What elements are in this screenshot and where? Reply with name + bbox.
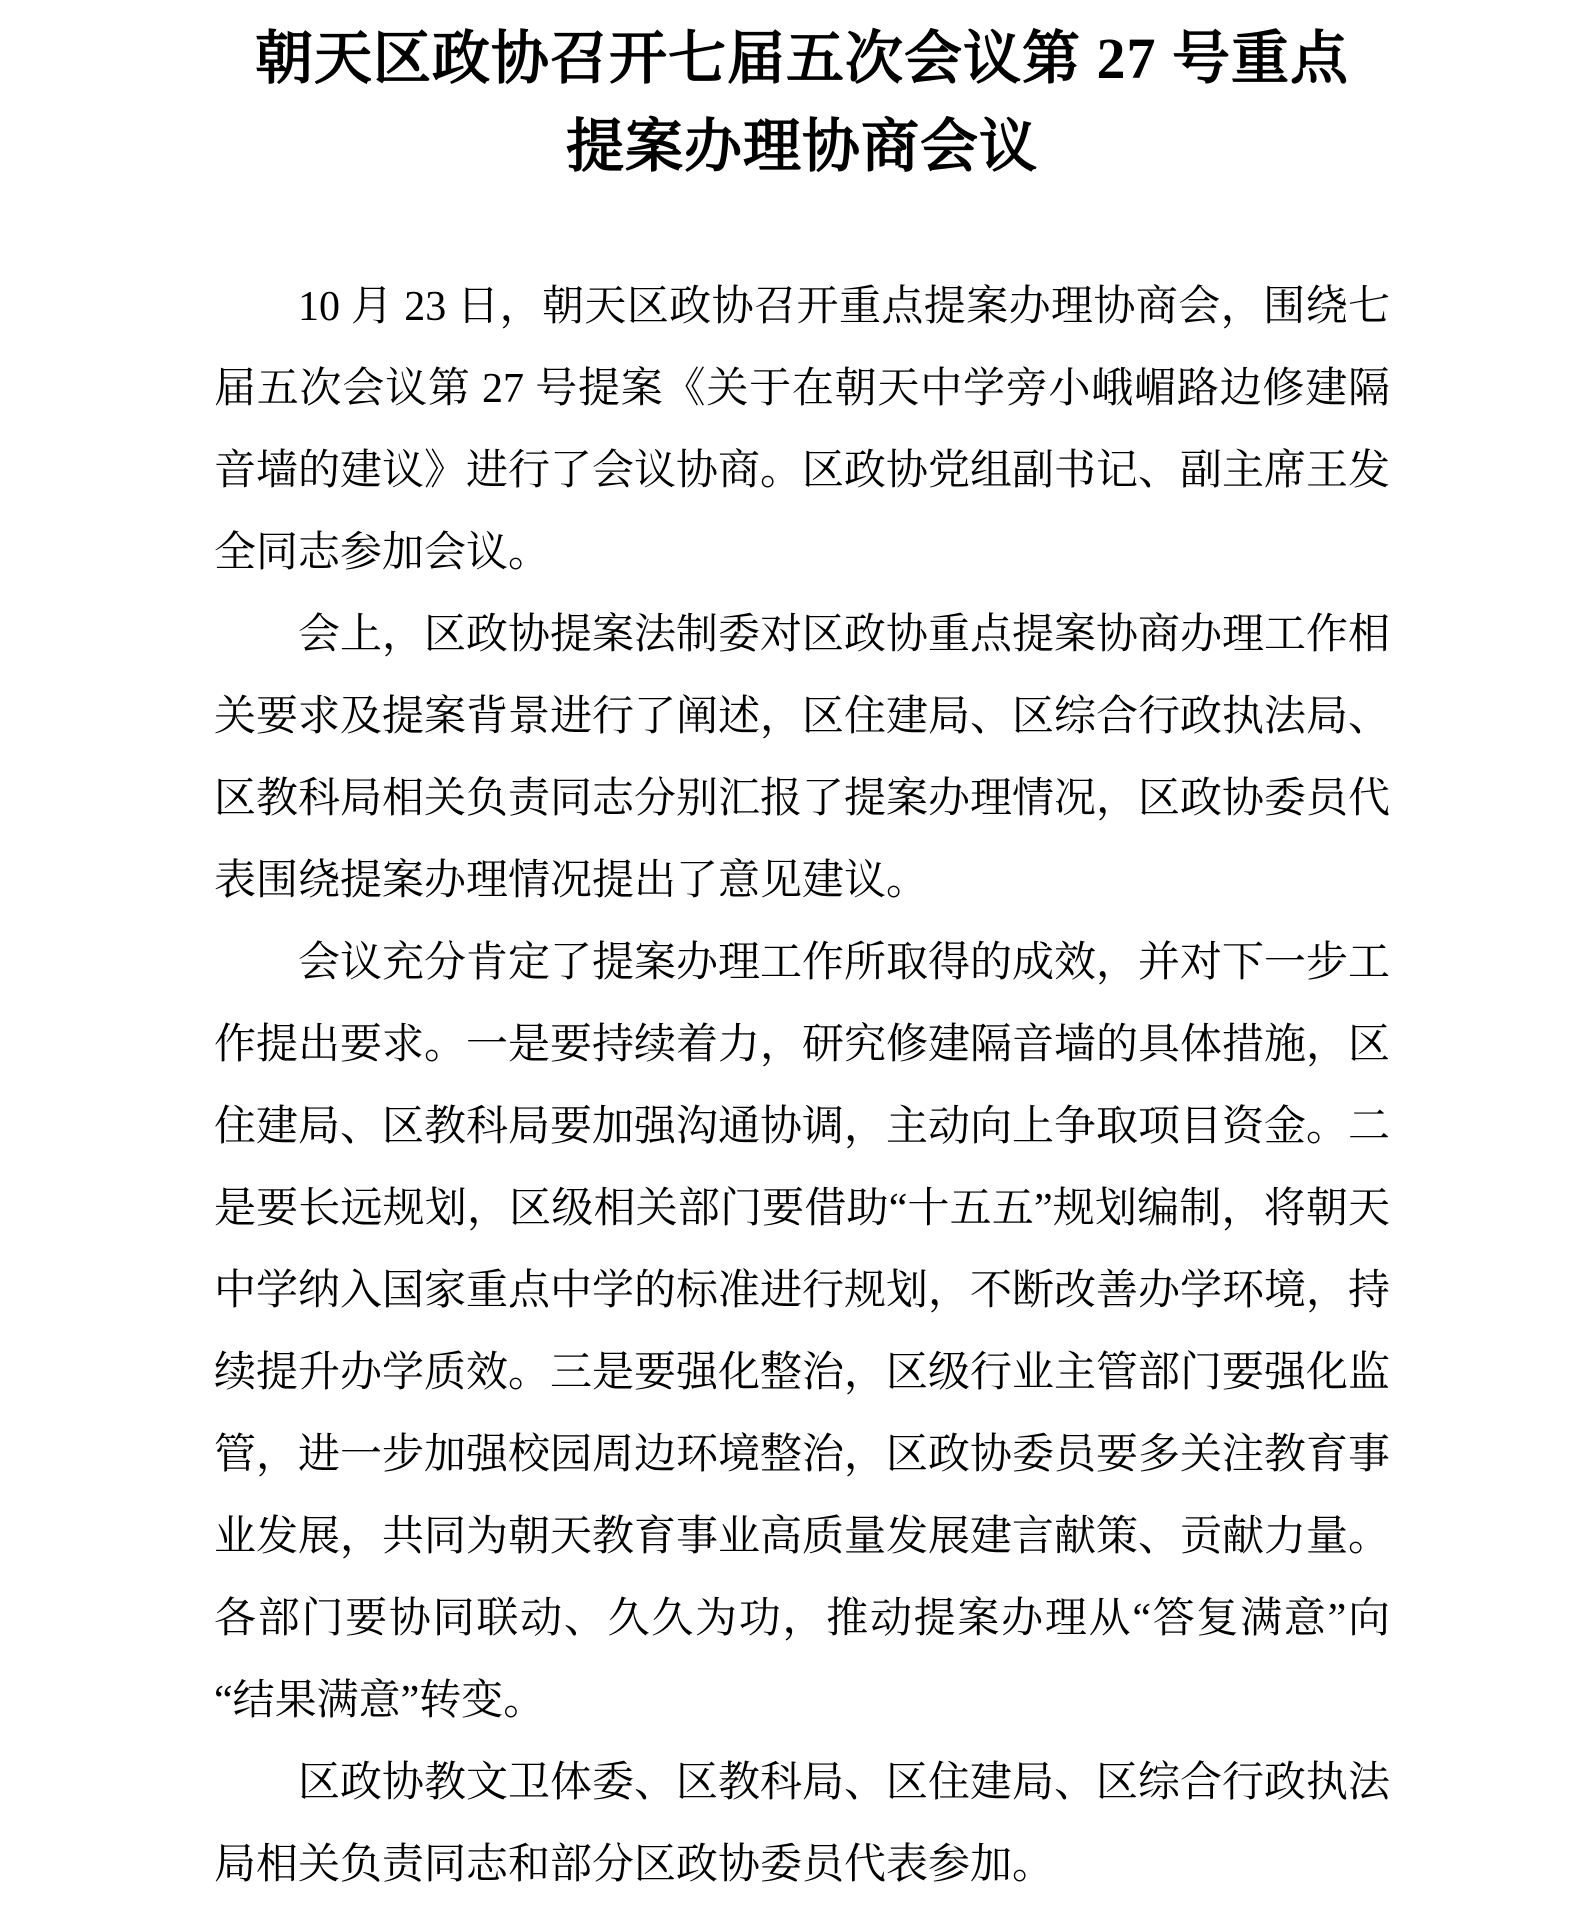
body-paragraph: 10 月 23 日，朝天区政协召开重点提案办理协商会，围绕七届五次会议第 27 号提案《关于在朝天中学旁小峨嵋路边修建隔音墙的建议》进行了会议协商。区政协党组副书记、副主席王发全同志参加会议。 — [214, 284, 1391, 576]
document-title — [214, 15, 1390, 191]
document-body — [214, 266, 1390, 1906]
document-title-line-2: 提案办理协商会议 — [565, 114, 1038, 179]
body-paragraph: 会上，区政协提案法制委对区政协重点提案协商办理工作相关要求及提案背景进行了阐述，区住建局、区综合行政执法局、区教科局相关负责同志分别汇报了提案办理情况，区政协委员代表围绕提案办理情况提出了意见建议。 — [214, 612, 1391, 904]
body-paragraph: 区政协教文卫体委、区教科局、区住建局、区综合行政执法局相关负责同志和部分区政协委员代表参加。 — [214, 1760, 1391, 1888]
document-title-line-1: 朝天区政协召开七届五次会议第 27 号重点 — [254, 26, 1349, 91]
body-paragraph: 会议充分肯定了提案办理工作所取得的成效，并对下一步工作提出要求。一是要持续着力，研究修建隔音墙的具体措施，区住建局、区教科局要加强沟通协调，主动向上争取项目资金。二是要长远规划，区级相关部门要借助“十五五”规划编制，将朝天中学纳入国家重点中学的标准进行规划，不断改善办学环境，持续提升办学质效。三是要强化整治，区级行业主管部门要强化监管，进一步加强校园周边环境整治，区政协委员要多关注教育事业发展，共同为朝天教育事业高质量发展建言献策、贡献力量。各部门要协同联动、久久为功，推动提案办理从“答复满意”向“结果满意”转变。 — [214, 940, 1391, 1724]
